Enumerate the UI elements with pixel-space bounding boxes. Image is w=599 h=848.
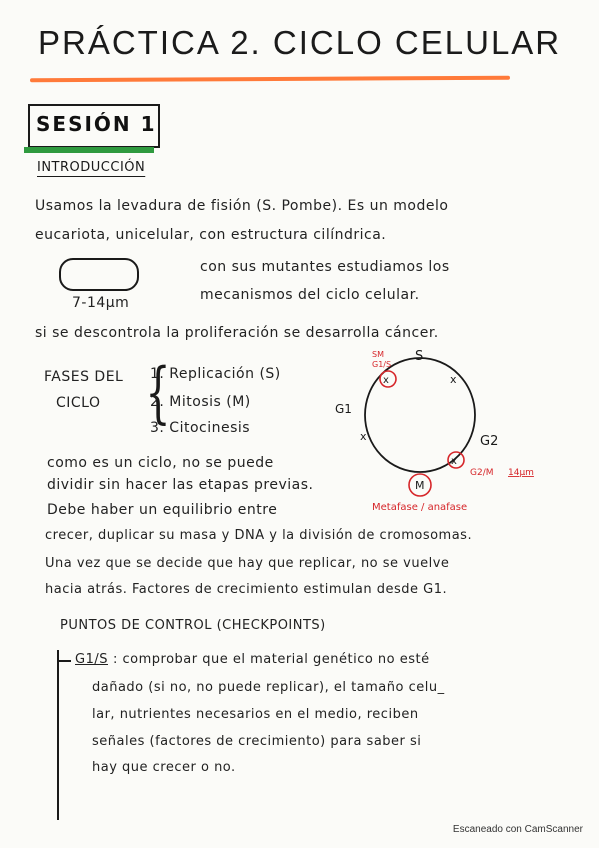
cell-shape-oval: [59, 258, 139, 291]
label-g2m: G2/M: [470, 468, 494, 478]
label-g1: G1: [335, 402, 352, 416]
body-line-3: Debe haber un equilibrio entre: [47, 502, 278, 518]
g2m-checkpoint-x: x: [451, 456, 457, 467]
checkpoint-line-5: hay que crecer o no.: [92, 760, 236, 775]
body-line-2: dividir sin hacer las etapas previas.: [47, 477, 314, 493]
page-title: PRÁCTICA 2. CICLO CELULAR: [38, 24, 562, 61]
label-sm: SM: [372, 350, 384, 359]
checkpoint-g1s-label: G1/S: [75, 652, 108, 667]
body-line-4: crecer, duplicar su masa y DNA y la división de cromosomas.: [45, 528, 473, 543]
tick-mark-g1: x: [360, 430, 367, 443]
g1s-checkpoint-x: x: [383, 375, 389, 386]
checkpoint-line-2: dañado (si no, no puede replicar), el tamaño celu_: [92, 680, 445, 695]
label-g1s-red: G1/S: [372, 360, 392, 369]
body-line-6: hacia atrás. Factores de crecimiento estimulan desde G1.: [45, 582, 448, 597]
session-label: SESIÓN 1: [36, 112, 157, 136]
label-14um: 14μm: [508, 468, 534, 478]
title-underline: [30, 76, 510, 83]
label-m: M: [415, 479, 425, 492]
checkpoint-bracket-line: [57, 650, 59, 820]
body-line-5: Una vez que se decide que hay que replicar, no se vuelve: [45, 556, 450, 571]
checkpoint-line-1: : comprobar que el material genético no esté: [113, 652, 430, 667]
scanner-watermark: Escaneado con CamScanner: [452, 824, 583, 835]
intro-line-1: Usamos la levadura de fisión (S. Pombe). Es un modelo: [35, 198, 449, 214]
tick-mark-s: x: [450, 373, 457, 386]
phase-item-3: 3. Citocinesis: [150, 420, 251, 436]
checkpoint-bracket-arrow: [57, 660, 71, 662]
phase-item-2: 2. Mitosis (M): [150, 394, 251, 410]
cancer-line: si se descontrola la proliferación se desarrolla cáncer.: [35, 325, 439, 341]
checkpoint-line-3: lar, nutrientes necesarios en el medio, reciben: [92, 707, 419, 722]
cell-cycle-diagram: [330, 345, 570, 515]
mutants-line-1: con sus mutantes estudiamos los: [200, 259, 450, 275]
intro-heading: INTRODUCCIÓN: [37, 160, 146, 175]
checkpoint-line-4: señales (factores de crecimiento) para saber si: [92, 734, 422, 749]
brace-symbol: {: [145, 354, 171, 431]
phases-label-2: CICLO: [56, 395, 101, 411]
label-g2: G2: [480, 434, 499, 449]
cell-size-label: 7-14μm: [72, 295, 130, 311]
label-s: S: [415, 349, 424, 364]
phases-label-1: FASES DEL: [44, 369, 124, 385]
intro-line-2: eucariota, unicelular, con estructura cilíndrica.: [35, 227, 387, 243]
phase-item-1: 1. Replicación (S): [150, 366, 281, 382]
label-metaphase: Metafase / anafase: [372, 502, 468, 513]
checkpoints-heading: PUNTOS DE CONTROL (CHECKPOINTS): [60, 618, 326, 633]
body-line-1: como es un ciclo, no se puede: [47, 455, 274, 471]
mutants-line-2: mecanismos del ciclo celular.: [200, 287, 420, 303]
